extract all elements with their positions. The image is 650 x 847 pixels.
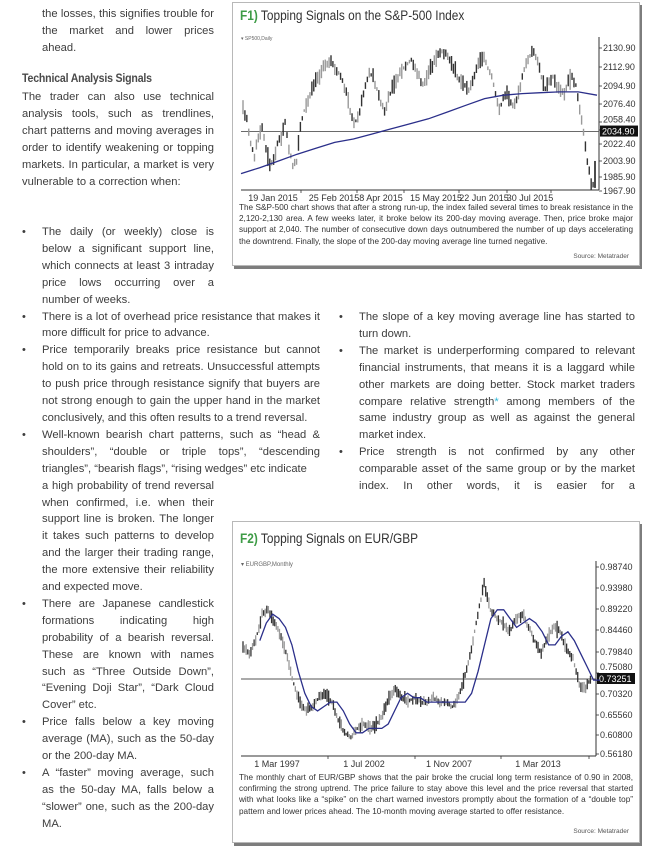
x-tick-label: 22 Jun 2015 (459, 193, 509, 203)
figure-2-box (232, 521, 640, 843)
y-tick-label: 0.84460 (600, 625, 633, 635)
y-tick-label: 2094.90 (603, 81, 636, 91)
intro-tail-paragraph (42, 6, 214, 57)
x-tick-label: 8 Apr 2015 (359, 193, 403, 203)
intro-paragraph (22, 89, 214, 190)
y-tick-label: 1967.90 (603, 186, 636, 196)
figure-2-symbol-label: ▾ EURGBP,Monthly (241, 562, 293, 568)
bullet-text: Price temporarily breaks price resistance but cannot hold on to its gains and retreats. Unsuccessful attempts to push price through resistance signify that buyers are not strong enough to gain the upper hand in the market conclusively, and this often results to a trend reversal. (42, 344, 320, 424)
x-tick-label: 1 Mar 2013 (515, 759, 561, 769)
list-item (22, 714, 214, 765)
bullet-text: The daily (or weekly) close is below a significant support line, which connects at least 3 intraday price lows occurring over a number of weeks. (42, 226, 214, 306)
y-tick-label: 0.75080 (600, 661, 633, 672)
bullet-icon: • (339, 311, 343, 323)
y-tick-label: 2112.90 (603, 62, 635, 72)
bullet-icon: • (22, 428, 26, 441)
figure-1-title-text: Topping Signals on the S&P-500 Index (260, 8, 465, 23)
current-price-label: 0.73251 (599, 673, 632, 684)
bullet-icon: • (22, 344, 26, 357)
figure-2-source: Source: Metatrader (573, 828, 629, 835)
bullet-text: Price strength is not confirmed by any other comparable asset of the same group or by the market index. In other words, it is easier for a (359, 446, 635, 493)
bullet-icon: • (22, 310, 26, 323)
x-tick-label: 25 Feb 2015 (308, 193, 360, 203)
y-tick-label: 2022.40 (603, 139, 636, 149)
footnote-marker[interactable]: * (494, 395, 499, 408)
y-tick-label: 2076.40 (603, 99, 636, 109)
bullet-text: The market is underperforming compared to relevant financial instruments, that means it is a laggard while other markets are doing better. Stock market traders compare relative strength (359, 344, 635, 408)
current-price-label: 2034.90 (602, 126, 635, 137)
y-tick-label: 0.70320 (600, 689, 633, 699)
list-item (22, 224, 214, 309)
eurgbp-chart (233, 522, 639, 772)
y-tick-label: 0.56180 (600, 749, 633, 759)
y-tick-label: 0.60800 (600, 730, 633, 740)
bullet-text-continued: a high probability of trend reversal when confirmed, i.e. when their support line is broken. The longer it takes such patterns to develop and the larger their trading range, the more extensive their reliability and expected move. (42, 479, 214, 594)
intro-text: The trader can also use technical analysis tools, such as trendlines, chart patterns and moving averages in order to identify weakening or topping markets. In particular, a market is very vulnerable to a correction when: (22, 91, 214, 188)
figure-2-id: F2) (240, 531, 258, 546)
list-item (22, 765, 214, 833)
bullet-text: The slope of a key moving average line has started to turn down. (359, 311, 635, 340)
bullet-icon: • (22, 716, 26, 729)
list-item (339, 444, 635, 495)
bullet-text-continued: among members of the same industry group as well as against the general market index. (359, 395, 636, 442)
figure-1-box (232, 2, 640, 266)
x-tick-label: 19 Jan 2015 (248, 193, 298, 203)
x-tick-label: 1 Nov 2007 (425, 759, 473, 769)
y-tick-label: 2058.40 (603, 114, 636, 125)
sp500-chart (233, 3, 639, 203)
figure-1-source: Source: Metatrader (573, 253, 629, 260)
figure-2-caption: The monthly chart of EUR/GBP shows that the pair broke the crucial long term resistance of 0.90 in 2008, confirming the strong uptrend. The price failure to stay above this level and the price reversal that started with what looks like a “spike” on the chart warned investors promptly about the formation of a “double top” pattern and lower prices ahead. The 10-month moving average started to offer resistance. (239, 773, 633, 816)
bullet-icon: • (22, 767, 26, 779)
bullet-text: There are Japanese candlestick formations indicating high probability of a bearish reversal. These are known with names such as “Three Outside Down”, “Evening Doji Star”, “Dark Cloud Cover” etc. (42, 597, 214, 712)
y-tick-label: 0.89220 (600, 604, 633, 614)
intro-tail-text: the losses, this signifies trouble for the market and lower prices ahead. (42, 8, 214, 54)
section-heading: Technical Analysis Signals (22, 73, 152, 85)
y-tick-label: 2003.90 (603, 156, 636, 166)
figure-1-caption: The S&P-500 chart shows that after a strong run-up, the index failed several times to break resistance in the 2,120-2,130 area. A few weeks later, it broke below its 200-day moving average. Then, price broke major support at 2,040. The number of consecutive down days outnumbered the number of up days accelerating the downtrend. Finally, the slope of the 200-day moving average line turned negative. (239, 203, 633, 246)
figure-1-id: F1) (240, 8, 258, 23)
y-tick-label: 1985.90 (603, 172, 636, 182)
y-tick-label: 0.98740 (600, 562, 633, 572)
list-item (22, 596, 214, 714)
y-tick-label: 0.93980 (600, 583, 633, 593)
list-item (22, 342, 320, 427)
bullet-text: Price falls below a key moving average (MA), such as the 50-day or the 200-day MA. (42, 716, 214, 763)
bullet-icon: • (339, 446, 343, 459)
list-item (339, 309, 635, 343)
bullet-text: Well-known bearish chart patterns, such as “head & shoulders”, “double or triple tops”, “descending triangles”, “bearish flags”, “rising wedges” etc indicate (42, 428, 320, 475)
x-tick-label: 1 Jul 2002 (343, 759, 385, 769)
y-tick-label: 0.79840 (600, 647, 633, 657)
signal-list-right (339, 309, 636, 495)
list-item (22, 309, 320, 343)
x-tick-label: 1 Mar 1997 (254, 759, 300, 769)
list-item (339, 343, 636, 444)
bullet-icon: • (339, 344, 343, 357)
bullet-icon: • (22, 226, 26, 238)
figure-1-symbol-label: ▾ SP500,Daily (241, 36, 273, 42)
bullet-icon: • (22, 597, 26, 610)
x-tick-label: 15 May 2015 (409, 193, 463, 203)
x-tick-label: 30 Jul 2015 (506, 193, 554, 203)
y-tick-label: 0.65560 (600, 710, 633, 720)
bullet-text: There is a lot of overhead price resistance that makes it more difficult for price to advance. (42, 310, 320, 340)
bullet-text: A “faster” moving average, such as the 50-day MA, falls below a “slower” one, such as the 200-day MA. (42, 767, 214, 830)
y-tick-label: 2130.90 (603, 43, 636, 53)
figure-2-title-text: Topping Signals on EUR/GBP (260, 531, 419, 546)
